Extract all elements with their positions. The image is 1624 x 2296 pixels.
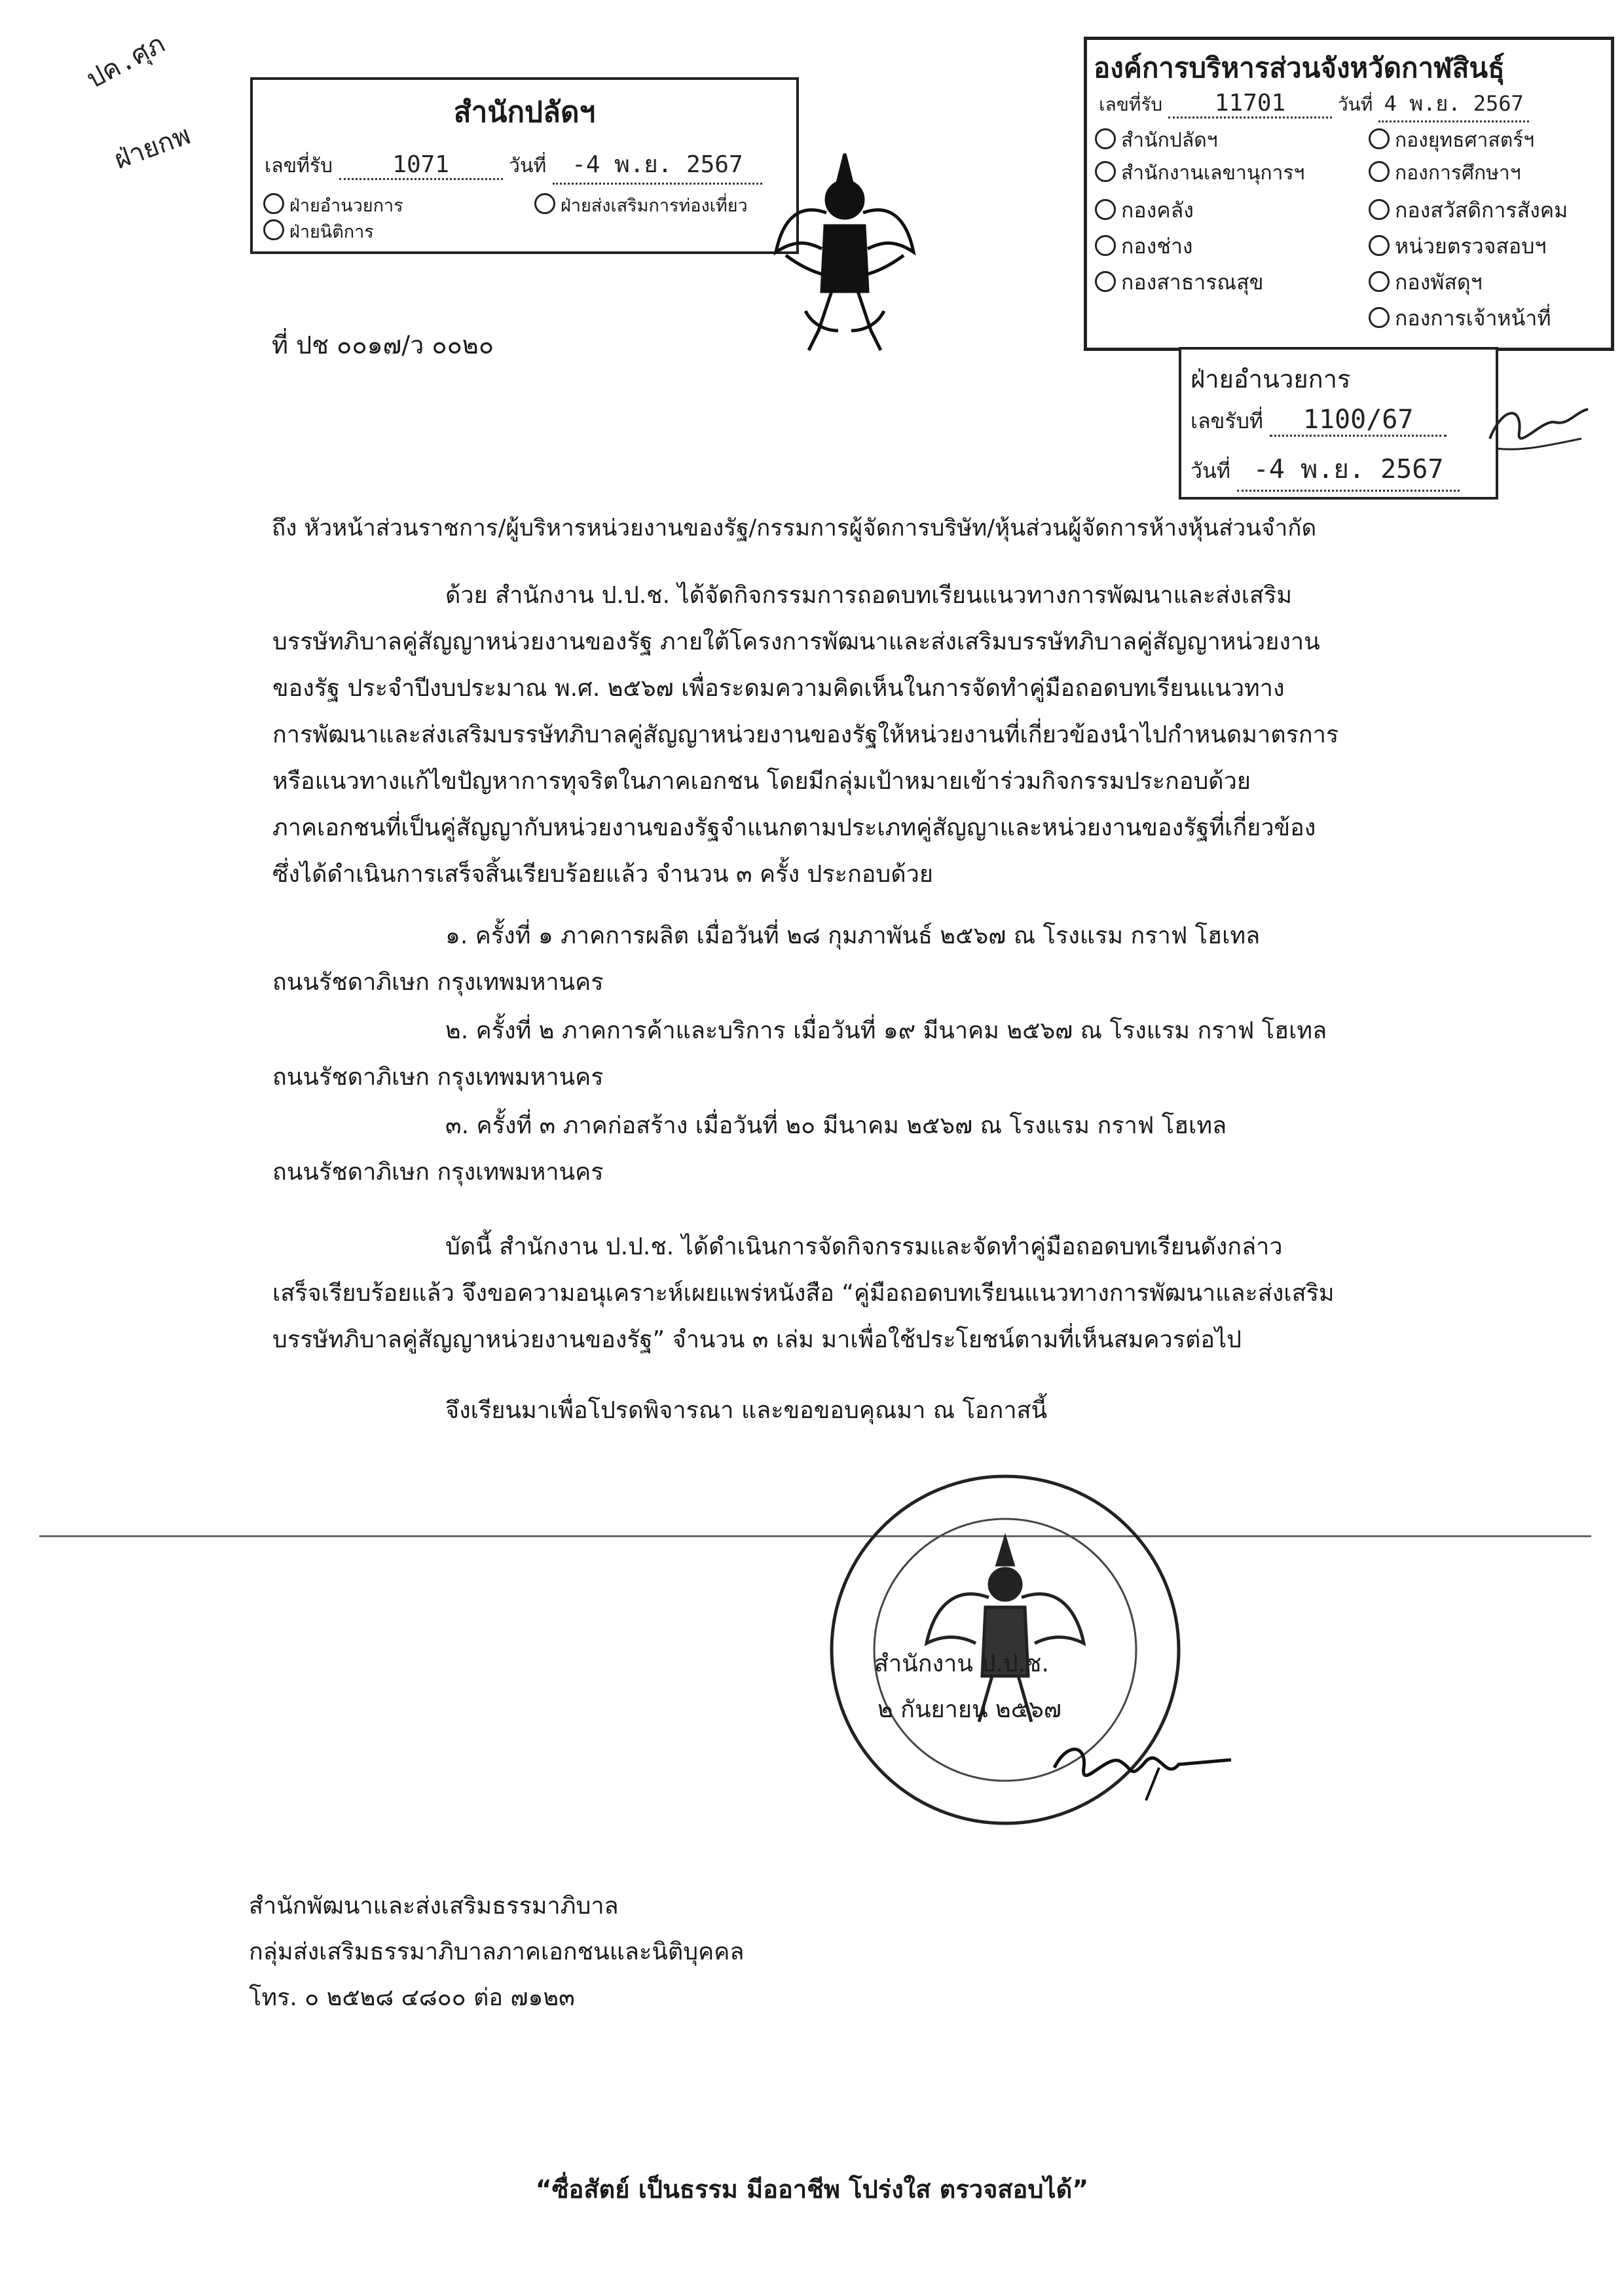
list-item: ถนนรัชดาภิเษก กรุงเทพมหานคร <box>272 1064 604 1091</box>
stamp-option: กองพัสดุฯ <box>1369 266 1483 299</box>
body-line: บรรษัทภิบาลคู่สัญญาหน่วยงานของรัฐ” จำนวน ๓ เล่ม มาเพื่อใช้ประโยชน์ตามที่เห็นสมควรต่อไป <box>272 1326 1242 1353</box>
closing-line: จึงเรียนมาเพื่อโปรดพิจารณา และขอขอบคุณมา ณ โอกาสนี้ <box>445 1397 1048 1424</box>
stamp-date: 4 พ.ย. 2567 <box>1378 87 1529 122</box>
garuda-emblem <box>773 141 917 357</box>
stamp-title: สำนักปลัดฯ <box>453 96 596 129</box>
contact-department: สำนักพัฒนาและส่งเสริมธรรมาภิบาล <box>249 1893 619 1920</box>
list-item: ถนนรัชดาภิเษก กรุงเทพมหานคร <box>272 1159 604 1186</box>
body-line: ของรัฐ ประจำปีงบประมาณ พ.ศ. ๒๕๖๗ เพื่อระดมความคิดเห็นในการจัดทำคู่มือถอดบทเรียนแนวทาง <box>272 675 1285 702</box>
list-item: ถนนรัชดาภิเษก กรุงเทพมหานคร <box>272 969 604 996</box>
signature-date: ๒ กันยายน ๒๕๖๗ <box>877 1696 1061 1723</box>
stamp-receive-label: เลขรับที่ <box>1190 409 1264 433</box>
body-line: ภาคเอกชนที่เป็นคู่สัญญากับหน่วยงานของรัฐจำแนกตามประเภทคู่สัญญาและหน่วยงานของรัฐที่เกี่ยวข้อง <box>272 814 1316 841</box>
stamp-option: กองยุทธศาสตร์ฯ <box>1369 125 1534 156</box>
stamp-receive-label: เลขที่รับ <box>265 155 333 177</box>
receive-stamp-admin <box>1179 347 1498 500</box>
stamp-option: สำนักปลัดฯ <box>1095 125 1218 156</box>
stamp-receive-row <box>1190 405 1447 438</box>
contact-phone: โทร. ๐ ๒๕๒๘ ๔๘๐๐ ต่อ ๗๑๒๓ <box>249 1984 575 2011</box>
stamp-date-label: วันที่ <box>1337 94 1373 115</box>
list-item: ๑. ครั้งที่ ๑ ภาคการผลิต เมื่อวันที่ ๒๘ กุมภาพันธ์ ๒๕๖๗ ณ โรงแรม กราฟ โฮเทล <box>445 922 1261 949</box>
stamp-receive-row <box>265 145 762 185</box>
stamp-option: ฝ่ายอำนวยการ <box>263 191 403 219</box>
stamp-receive-number: 1100/67 <box>1270 405 1447 437</box>
receive-stamp-office <box>250 77 799 254</box>
signature-org: สำนักงาน ป.ป.ช. <box>874 1650 1049 1677</box>
handwritten-note-line: ปค.ศุภ <box>81 28 170 95</box>
list-item: ๒. ครั้งที่ ๒ ภาคการค้าและบริการ เมื่อวันที่ ๑๙ มีนาคม ๒๕๖๗ ณ โรงแรม กราฟ โฮเทล <box>445 1017 1327 1044</box>
stamp-option: กองการศึกษาฯ <box>1369 158 1521 189</box>
handwritten-note <box>108 114 196 180</box>
document-number: ที่ ปช ๐๐๑๗/ว ๐๐๒๐ <box>272 331 494 359</box>
contact-group: กลุ่มส่งเสริมธรรมาภิบาลภาคเอกชนและนิติบุคคล <box>249 1939 745 1965</box>
divider <box>39 1535 1591 1537</box>
body-line: เสร็จเรียบร้อยแล้ว จึงขอความอนุเคราะห์เผยแพร่หนังสือ “คู่มือถอดบทเรียนแนวทางการพัฒนาและส่งเสริม <box>272 1280 1335 1307</box>
stamp-option: กองสวัสดิการสังคม <box>1369 194 1568 227</box>
stamp-option: กองช่าง <box>1095 230 1193 263</box>
stamp-option: ฝ่ายส่งเสริมการท่องเที่ยว <box>534 191 748 219</box>
addressee: ถึง หัวหน้าส่วนราชการ/ผู้บริหารหน่วยงานของรัฐ/กรรมการผู้จัดการบริษัท/หุ้นส่วนผู้จัดการห้างหุ้นส่วนจำกัด <box>272 515 1317 541</box>
stamp-date: -4 พ.ย. 2567 <box>553 145 762 185</box>
stamp-option: กองสาธารณสุข <box>1095 266 1264 299</box>
stamp-option: กองการเจ้าหน้าที่ <box>1369 302 1551 335</box>
stamp-date-label: วันที่ <box>1190 458 1230 483</box>
handwritten-initial <box>1483 393 1595 465</box>
stamp-option: กองคลัง <box>1095 194 1194 227</box>
body-line: บรรษัทภิบาลคู่สัญญาหน่วยงานของรัฐ ภายใต้โครงการพัฒนาและส่งเสริมบรรษัทภิบาลคู่สัญญาหน่วยงาน <box>272 629 1320 655</box>
stamp-receive-number: 11701 <box>1168 90 1332 118</box>
motto: “ซื่อสัตย์ เป็นธรรม มีออาชีพ โปร่งใส ตรวจสอบได้” <box>535 2175 1089 2204</box>
list-item: ๓. ครั้งที่ ๓ ภาคก่อสร้าง เมื่อวันที่ ๒๐ มีนาคม ๒๕๖๗ ณ โรงแรม กราฟ โฮเทล <box>445 1112 1227 1139</box>
stamp-option: สำนักงานเลขานุการฯ <box>1095 158 1304 189</box>
body-line: ด้วย สำนักงาน ป.ป.ช. ได้จัดกิจกรรมการถอดบทเรียนแนวทางการพัฒนาและส่งเสริม <box>445 582 1293 609</box>
stamp-date-row <box>1190 448 1460 492</box>
handwritten-note-line: ฝ่ายกพ <box>110 120 194 175</box>
body-line: การพัฒนาและส่งเสริมบรรษัทภิบาลคู่สัญญาหน่วยงานของรัฐให้หน่วยงานที่เกี่ยวข้องนำไปกำหนดมาตรการ <box>272 721 1339 748</box>
stamp-receive-row <box>1099 87 1529 122</box>
body-line: บัดนี้ สำนักงาน ป.ป.ช. ได้ดำเนินการจัดกิจกรรมและจัดทำคู่มือถอดบทเรียนดังกล่าว <box>445 1233 1283 1260</box>
stamp-title: องค์การบริหารส่วนจังหวัดกาฬสินธุ์ <box>1094 52 1505 84</box>
body-line: ซึ่งได้ดำเนินการเสร็จสิ้นเรียบร้อยแล้ว จำนวน ๓ ครั้ง ประกอบด้วย <box>272 861 933 888</box>
receive-stamp-provincial <box>1084 37 1614 351</box>
body-line: หรือแนวทางแก้ไขปัญหาการทุจริตในภาคเอกชน โดยมีกลุ่มเป้าหมายเข้าร่วมกิจกรรมประกอบด้วย <box>272 768 1251 795</box>
stamp-receive-number: 1071 <box>339 151 503 180</box>
handwritten-note <box>79 23 172 100</box>
stamp-option: หน่วยตรวจสอบฯ <box>1369 230 1546 263</box>
stamp-option: ฝ่ายนิติการ <box>263 217 374 246</box>
stamp-date: -4 พ.ย. 2567 <box>1237 448 1460 492</box>
stamp-date-label: วันที่ <box>509 155 547 177</box>
signature <box>1048 1728 1244 1807</box>
stamp-title: ฝ่ายอำนวยการ <box>1190 365 1351 393</box>
stamp-receive-label: เลขที่รับ <box>1099 94 1163 115</box>
